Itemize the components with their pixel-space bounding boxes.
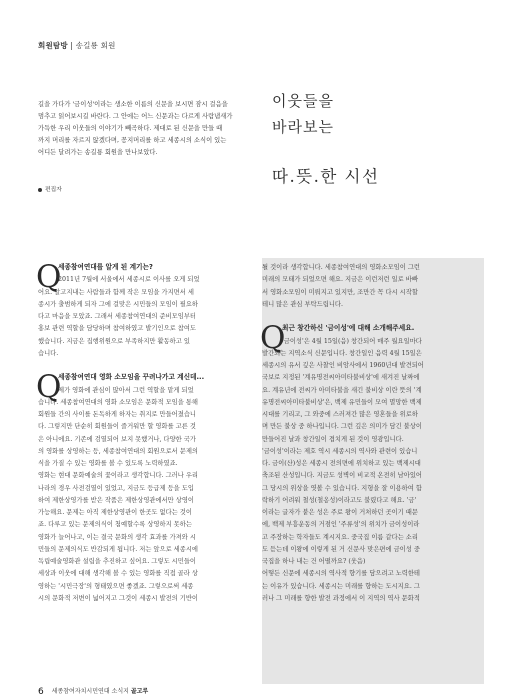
answer-line: 다. 그렇지만 단순히 회원들이 즐거워만 할 영화를 고른 것 <box>38 423 196 431</box>
answer-line: 축조된 산성입니다. 지금도 성벽이 비교적 온전히 남아있어 <box>262 472 422 480</box>
answer-line: 이라는 글자가 붙은 성은 주로 왕이 거처하던 곳이기 때문 <box>262 509 418 516</box>
intro-paragraph <box>38 99 250 159</box>
answer-line: 했습니다. 지금은 집행위원으로 부족하지만 활동하고 있 <box>38 337 190 345</box>
right-column <box>262 262 479 605</box>
writer-credit <box>38 184 62 193</box>
answer-line: 세종시의 유서 깊은 사찰인 비암사에서 1960년대 발견되어 <box>262 362 424 369</box>
answer-line: 는 이유가 있습니다. 세종시는 미래를 향하는 도시지요. 그 <box>262 582 420 590</box>
question-title: 세종참여연대를 알게 된 계기는? <box>58 263 153 271</box>
answer-line: 락하기 어려워 철성(철옹성)이라고도 불렸다고 해요. '금' <box>262 496 417 504</box>
answer-line: 국집을 하나 내는 건 어떨까요? (웃음) <box>262 558 366 565</box>
intro-line: 길을 가다가 '금이성'이라는 생소한 이름의 신문을 보시면 잠시 걸음을 <box>38 101 228 108</box>
page-number: 6 <box>38 687 44 697</box>
q-mark-icon: Q <box>36 259 62 295</box>
answer-line: '금이성'이라는 제호 역시 세종시의 역사와 관련이 있습니 <box>262 447 418 455</box>
question-title: 최근 창간하신 '금이성'에 대해 소개해주세요. <box>282 324 415 333</box>
answer-line: 습니다. 세종참여연대의 영화 소모임은 문화적 모임을 통해 <box>38 398 198 406</box>
answer-line: 유명전씨아미타불비상'은, 백제 유민들이 모여 멸망한 백제 <box>262 398 422 406</box>
answer-line: 다. 금이(산)성은 세종시 전의면에 위치하고 있는 백제시대 <box>262 460 421 467</box>
answer-line: 테니 많은 관심 부탁드립니다. <box>262 300 343 308</box>
answer-line: 죠. 다루고 있는 문제의식이 첨예할수록 상영하지 못하는 <box>38 521 192 529</box>
section-label <box>38 40 116 51</box>
title-line-1: 이웃들을 <box>272 92 334 110</box>
answer-line: 의 영화를 상영하는 등, 세종참여연대의 회원으로서 문제의 <box>38 447 198 455</box>
answer-line: 영하는 '시민극장'의 형태였으면 좋겠죠. 그렇으로써 세종 <box>38 582 194 590</box>
answer-line: 국보로 지정된 '계유명전씨아미타불비상'에 새겨진 날짜에 <box>262 374 420 382</box>
q-mark-icon: Q <box>260 320 286 357</box>
answer-line: 회원들 간의 사이를 돈독하게 하자는 취지로 만들어졌습니 <box>38 411 196 418</box>
footer-org: 세종참여자치시민연대 소식지 <box>51 688 129 695</box>
bullet-icon <box>38 188 42 192</box>
section-name: 회원탐방 <box>38 41 68 50</box>
answer-line: 서 영화소모임이 미뤄지고 있지만, 조만간 꼭 다시 시작할 <box>262 288 418 296</box>
answer-line: 미래의 모태가 되었으면 해요. 지금은 이런저런 일로 바빠 <box>262 276 418 284</box>
answer-line: 어떻든 신문에 세종시의 역사적 향기를 담으려고 노력한테 <box>262 570 420 578</box>
answer-line: 습니다. <box>38 349 59 357</box>
answer-line: 하여 제한상영가를 받은 작품은 제한상영관에서만 상영이 <box>38 496 194 504</box>
answer-line: 며 만든 불상 중 하나입니다. 그런 깊은 의미가 담긴 불상이 <box>262 423 422 431</box>
left-column <box>36 259 253 605</box>
answer-line: 영화가 늘어나고, 이는 결국 문화의 생각 효과를 가져와 시 <box>38 533 196 541</box>
answer-line: 요. 계유년에 전씨가 아미타불을 새긴 불비상 이란 뜻의 '계 <box>262 386 422 394</box>
question-title: 세종참여연대 영화 소모임을 꾸려나가고 계신데... <box>58 373 205 382</box>
intro-line: 까지 머리를 자르지 않겠다며, 꽁지머리를 하고 세종시의 소식이 있는 <box>38 136 227 144</box>
answer-line: 시의 문화적 저변이 넓어지고 그것이 세종시 발전의 기반이 <box>38 594 198 602</box>
answer-line: 종시가 출범하게 되자 그에 걸맞은 시민들의 모임이 필요하 <box>38 300 198 308</box>
answer-line: 식을 가질 수 있는 영화를 볼 수 있도록 노력하였죠. <box>38 460 178 467</box>
answer-line: 나라의 경우 사전검열이 있었고, 지금도 등급제 등을 도입 <box>38 484 194 492</box>
intro-line: 멈추고 읽어보시길 바란다. 그 안에는 어느 신문과는 다르게 사람냄새가 <box>38 112 233 120</box>
answer-line: 제가 영화에 관심이 많아서 그런 역할을 맡게 되었 <box>58 386 194 394</box>
writer-name: 편집자 <box>45 187 62 193</box>
answer-line: 고 주장하는 학자들도 계시지요. 중국집 이름 같다는 소리 <box>262 533 418 541</box>
answer-line: 시대를 기리고, 그 와중에 스러져간 많은 영혼들을 위로하 <box>262 411 418 418</box>
answer-line: 도 듣는데 이왕에 이렇게 된 거 신문사 맞은편에 금이성 중 <box>262 545 420 553</box>
answer-line: 2011년 7월에 서울에서 세종시로 이사를 오게 되었 <box>58 276 200 284</box>
answer-line: 독립예술영화관 설립을 추진하고 싶어요. 그렇도 시민들이 <box>38 558 196 565</box>
answer-line: 은 아니에요. 기존에 검열되어 보지 못했거나, 다양한 국가 <box>38 435 196 443</box>
answer-line: 발간되는 지역소식 신문입니다. 창간일인 음력 4월 15일은 <box>262 349 422 357</box>
title-line-3: 따.뜻.한 시선 <box>272 167 380 186</box>
title-line-2: 바라보는 <box>272 118 334 136</box>
answer-line: 다고 마음을 모았죠. 그래서 세종참여연대의 준비모임부터 <box>38 313 196 320</box>
footer-publication: 골고루 <box>130 688 149 695</box>
answer-line: 가능해요. 문제는 아직 제한상영관이 한곳도 없다는 것이 <box>38 509 192 516</box>
intro-line: 가득한 우리 이웃들의 이야기가 빼곡하다. 제대로 된 신문을 만들 때 <box>38 124 223 132</box>
answer-line: 만들어진 날과 창간일이 겹치게 된 것이 영광입니다. <box>262 435 404 443</box>
section-subject: 송길룡 회원 <box>75 41 116 50</box>
answer-line: '금이성'은 4월 15일(음) 창간되어 매주 월요일마다 <box>282 337 422 345</box>
answer-line: 세상과 이웃에 대해 생각해 볼 수 있는 영화를 직접 골라 상 <box>38 570 198 578</box>
q-mark-icon: Q <box>36 369 62 406</box>
section-separator: | <box>70 41 74 50</box>
answer-line: 민들의 문제의식도 반감되게 됩니다. 저는 앞으로 세종시에 <box>38 545 198 553</box>
answer-line: 영화는 현대 문화예술의 꽃이라고 생각합니다. 그러나 우리 <box>38 472 198 480</box>
answer-line: 홍보 관련 역할을 담당하며 참여하였고 발기인으로 참여도 <box>38 325 196 333</box>
answer-line: 러나 그 미래를 향한 발전 과정에서 이 지역의 역사 문화적 <box>262 594 420 602</box>
intro-line: 어디든 달려가는 송길룡 회원을 만나보았다. <box>38 148 158 156</box>
answer-line: 될 것이라 생각합니다. 세종참여연대의 영화소모임이 그런 <box>262 264 420 271</box>
answer-line: 에, 백제 부흥운동의 거점인 '주류성'의 위치가 금이성이라 <box>262 521 420 529</box>
answer-line: 어요. 알고지내는 사람들과 함께 작은 모임을 가지면서 세 <box>38 288 194 296</box>
answer-line: 그 당시의 위상을 엿볼 수 있습니다. 지형을 잘 이용하여 함 <box>262 484 422 492</box>
page-footer <box>38 686 148 697</box>
